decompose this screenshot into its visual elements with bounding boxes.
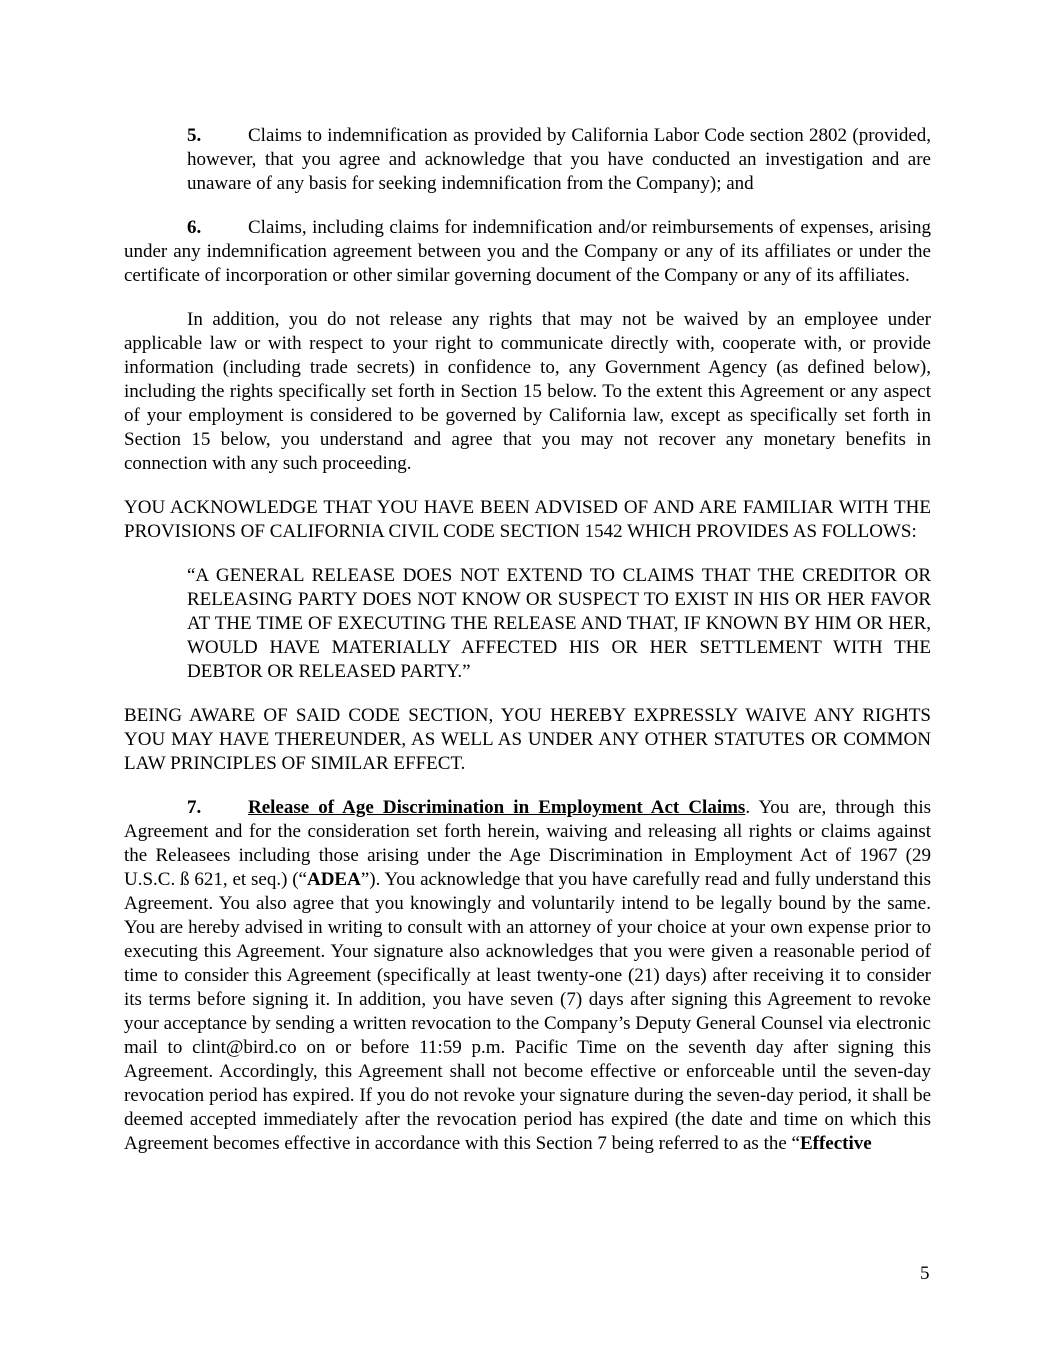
item-text: Claims to indemnification as provided by California Labor Code section 2802 (provided, however, that you agree and acknowledge that you have conducted an investigation and are unaware of any basis for seeking indemnification from the Company); and: [187, 125, 931, 194]
item-number: 6.: [187, 217, 202, 238]
list-item-6: [124, 216, 931, 288]
civil-code-quote: “A GENERAL RELEASE DOES NOT EXTEND TO CLAIMS THAT THE CREDITOR OR RELEASING PARTY DOES NOT KNOW OR SUSPECT TO EXIST IN HIS OR HER FAVOR AT THE TIME OF EXECUTING THE RELEASE AND THAT, IF KNOWN BY HIM OR HER, WOULD HAVE MATERIALLY AFFECTED HIS OR HER SETTLEMENT WITH THE DEBTOR OR RELEASED PARTY.”: [187, 565, 931, 682]
item-number: 5.: [187, 125, 202, 146]
document-page: [124, 124, 931, 1176]
acknowledge-paragraph: YOU ACKNOWLEDGE THAT YOU HAVE BEEN ADVISED OF AND ARE FAMILIAR WITH THE PROVISIONS OF CALIFORNIA CIVIL CODE SECTION 1542 WHICH PROVIDES AS FOLLOWS:: [124, 497, 931, 542]
list-item-5: [124, 124, 931, 196]
trailing-term: Effective: [799, 1133, 872, 1154]
defined-term: ADEA: [306, 869, 361, 890]
section-heading: Release of Age Discrimination in Employment Act Claims: [248, 797, 746, 818]
section-number: 7.: [187, 797, 202, 818]
item-text: Claims, including claims for indemnification and/or reimbursements of expenses, arising under any indemnification agreement between you and the Company or any of its affiliates or under the certificate of incorporation or other similar governing document of the Company or any of its affiliates.: [124, 217, 931, 286]
waive-paragraph: BEING AWARE OF SAID CODE SECTION, YOU HEREBY EXPRESSLY WAIVE ANY RIGHTS YOU MAY HAVE THEREUNDER, AS WELL AS UNDER ANY OTHER STATUTES OR COMMON LAW PRINCIPLES OF SIMILAR EFFECT.: [124, 705, 931, 774]
section-text-b: ”). You acknowledge that you have carefully read and fully understand this Agreement. You also agree that you knowingly and voluntarily intend to be legally bound by the same. You are hereby advised in writing to consult with an attorney of your choice at your own expense prior to executing this Agreement. Your signature also acknowledges that you were given a reasonable period of time to consider this Agreement (specifically at least twenty-one (21) days) after receiving it to consider its terms before signing it. In addition, you have seven (7) days after signing this Agreement to revoke your acceptance by sending a written revocation to the Company’s Deputy General Counsel via electronic mail to clint@bird.co on or before 11:59 p.m. Pacific Time on the seventh day after signing this Agreement. Accordingly, this Agreement shall not become effective or enforceable until the seven-day revocation period has expired. If you do not revoke your signature during the seven-day period, it shall be deemed accepted immediately after the revocation period has expired (the date and time on which this Agreement becomes effective in accordance with this Section 7 being referred to as the “: [124, 869, 931, 1154]
section-text-a: . You are, through this Agreement and for the consideration set forth herein, waiving and releasing all rights or claims against the Releasees including those arising under the Age Discrimination in Employment Act of 1967 (29 U.S.C. ß 621, et seq.) (“: [124, 797, 931, 890]
addition-paragraph: In addition, you do not release any rights that may not be waived by an employee under applicable law or with respect to your right to communicate directly with, cooperate with, or provide information (including trade secrets) in confidence to, any Government Agency (as defined below), including the rights specifically set forth in Section 15 below. To the extent this Agreement or any aspect of your employment is considered to be governed by California law, except as specifically set forth in Section 15 below, you understand and agree that you may not recover any monetary benefits in connection with any such proceeding.: [124, 309, 931, 474]
page-number: 5: [920, 1263, 930, 1284]
section-7-paragraph: [124, 796, 931, 1156]
